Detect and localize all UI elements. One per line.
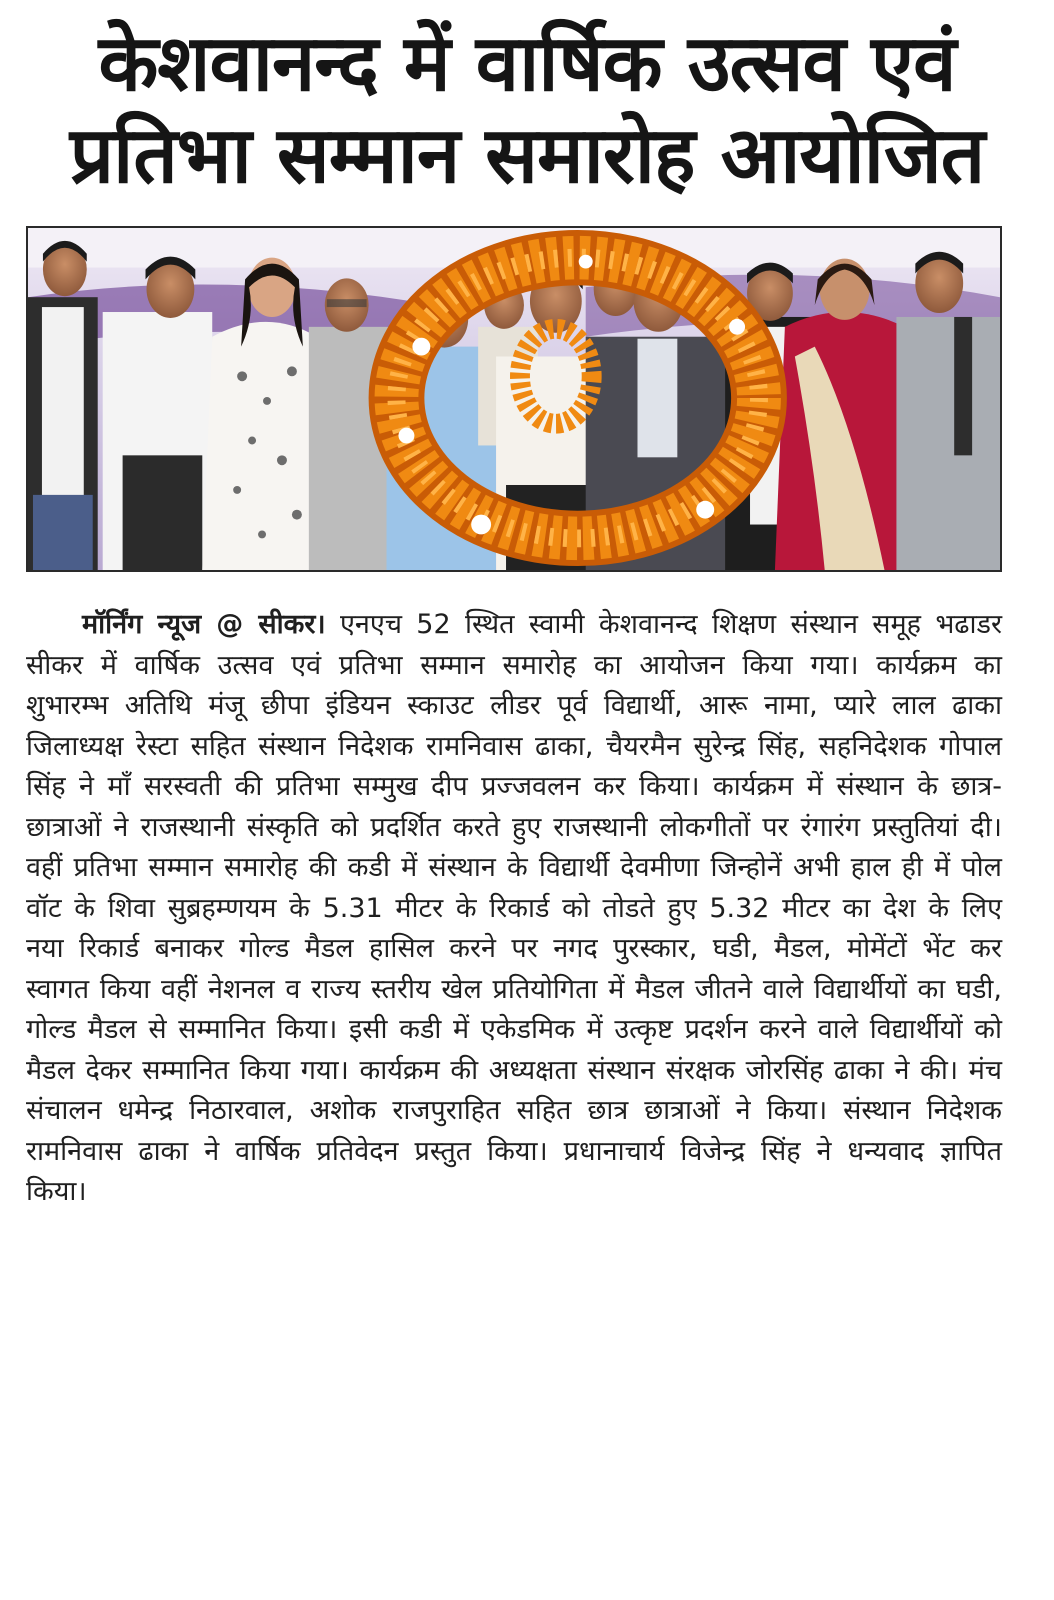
headline — [0, 18, 1054, 202]
headline-line-1: केशवानन्द में वार्षिक उत्सव एवं — [98, 19, 956, 109]
article-dateline: मॉर्निंग न्यूज @ सीकर। — [82, 609, 326, 640]
article-body — [26, 605, 1002, 1213]
photo-garland-felicitation-icon — [28, 228, 1000, 570]
news-photo — [26, 226, 1002, 572]
article-text: एनएच 52 स्थित स्वामी केशवानन्द शिक्षण संस्थान समूह भढाडर सीकर में वार्षिक उत्सव एवं प्रतिभा सम्मान समारोह का आयोजन किया गया। कार्यक्रम का शुभारम्भ अतिथि मंजू छीपा इंडियन स्काउट लीडर पूर्व विद्यार्थी, आरू नामा, प्यारे लाल ढाका जिलाध्यक्ष रेस्टा सहित संस्थान निदेशक रामनिवास ढाका, चैयरमैन सुरेन्द्र सिंह, सहनिदेशक गोपाल सिंह ने माँ सरस्वती की प्रतिभा सम्मुख दीप प्रज्जवलन कर किया। कार्यक्रम में संस्थान के छात्र-छात्राओं ने राजस्थानी संस्कृति को प्रदर्शित करते हुए राजस्थानी लोकगीतों पर रंगारंग प्रस्तुतियां दी। वहीं प्रतिभा सम्मान समारोह की कडी में संस्थान के विद्यार्थी देवमीणा जिन्होनें अभी हाल ही में पोल वॉट के शिवा सुब्रहम्णयम के 5.31 मीटर के रिकार्ड को तोडते हुए 5.32 मीटर का देश के लिए नया रिकार्ड बनाकर गोल्ड मैडल हासिल करने पर नगद पुरस्कार, घडी, मैडल, मोमेंटों भेंट कर स्वागत किया वहीं नेशनल व राज्य स्तरीय खेल प्रतियोगिता में मैडल जीतने वाले विद्यार्थीयों का घडी, गोल्ड मैडल से सम्मानित किया। इसी कडी में एकेडमिक में उत्कृष्ट प्रदर्शन करने वाले विद्यार्थीयों को मैडल देकर सम्मानित किया गया। कार्यक्रम की अध्यक्षता संस्थान संरक्षक जोरसिंह ढाका ने की। मंच संचालन धमेन्द्र निठारवाल, अशोक राजपुराहित सहित छात्र छात्राओं ने किया। संस्थान निदेशक रामनिवास ढाका ने वार्षिक प्रतिवेदन प्रस्तुत किया। प्रधानाचार्य विजेन्द्र सिंह ने धन्यवाद ज्ञापित किया। — [26, 609, 1002, 1207]
headline-line-2: प्रतिभा सम्मान समारोह आयोजित — [69, 111, 985, 201]
